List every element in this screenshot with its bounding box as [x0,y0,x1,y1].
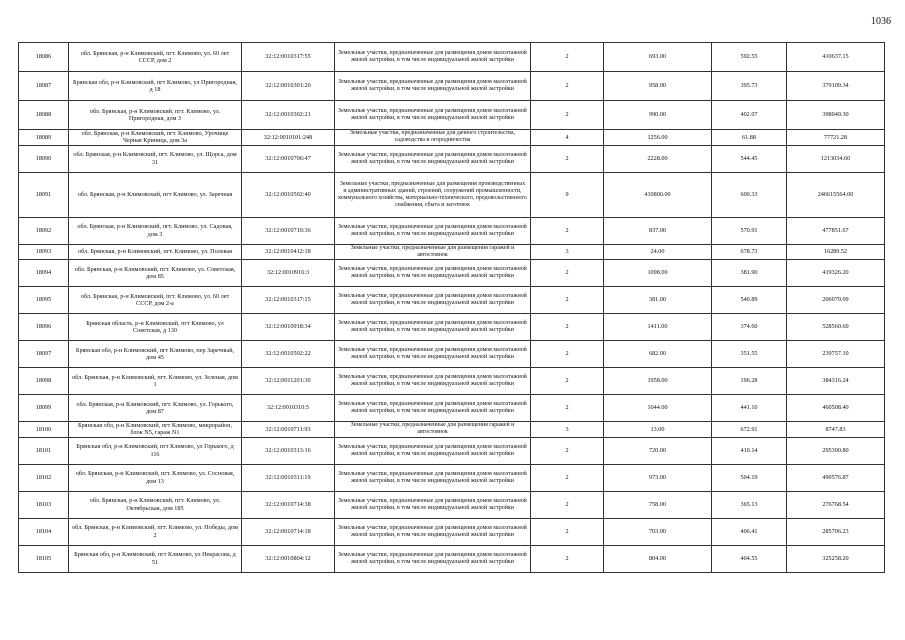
land-use-cell: Земельные участки, предназначенные для размещения домов малоэтажной жилой застройки, в том числе индивидуальной жилой застройки [335,545,531,572]
table-row [19,437,885,464]
address-cell: обл. Брянская, р-н Климовский, пгт. Климово, ул. Сосновая, дом 13 [69,464,242,491]
land-use-cell: Земельные участки, предназначенные для размещения домов малоэтажной жилой застройки, в том числе индивидуальной жилой застройки [335,287,531,314]
address-cell: обл. Брянская, р-н Климовский, пгт. Климово, ул. Щорса, дом 31 [69,145,242,172]
address-cell: обл. Брянская, р-н Климовский, пгт. Климово, ул. 60 лет СССР, дом 2-а [69,287,242,314]
cadastral-number-cell: 32:12:0010310:5 [242,395,335,422]
cadastral-value-cell: 295300.80 [787,437,885,464]
land-use-cell: Земельные участки, предназначенные для размещения домов малоэтажной жилой застройки, в том числе индивидуальной жилой застройки [335,217,531,244]
address-cell: обл. Брянская, р-н Климовский, пгт. Климово, ул. Октябрьская, дом 185 [69,491,242,518]
land-use-cell: Земельные участки, предназначенные для размещения домов малоэтажной жилой застройки, в том числе индивидуальной жилой застройки [335,368,531,395]
specific-value-cell: 365.13 [712,491,787,518]
cadastral-value-cell: 8747.83 [787,422,885,438]
land-use-cell: Земельные участки, предназначенные для размещения домов малоэтажной жилой застройки, в том числе индивидуальной жилой застройки [335,518,531,545]
area-cell: 837.00 [604,217,712,244]
cadastral-value-cell: 1213034.60 [787,145,885,172]
specific-value-cell: 410.14 [712,437,787,464]
cadastral-value-cell: 206079.09 [787,287,885,314]
cadastral-value-cell: 239757.10 [787,341,885,368]
land-use-cell: Земельные участки, предназначенные для размещения домов малоэтажной жилой застройки, в том числе индивидуальной жилой застройки [335,101,531,130]
group-cell: 2 [531,395,604,422]
cadastral-number-cell: 32:12:0010804:12 [242,545,335,572]
specific-value-cell: 395.73 [712,72,787,101]
table-row [19,130,885,146]
cadastral-value-cell: 246615564.00 [787,172,885,217]
area-cell: 1098.00 [604,260,712,287]
land-use-cell: Земельные участки, предназначенные для дачного строительства, садоводства и огородничества [335,130,531,146]
cadastral-number-cell: 32:12:0010502:40 [242,172,335,217]
cadastral-value-cell: 16289.52 [787,244,885,259]
table-row [19,101,885,130]
land-use-cell: Земельные участки, предназначенные для размещения гаражей и автостоянок [335,244,531,259]
cadastral-value-cell: 419326.20 [787,260,885,287]
specific-value-cell: 381.90 [712,260,787,287]
address-cell: обл. Брянская, р-н Климовский, пгт. Климово, ул. Полевая [69,244,242,259]
cadastral-number-cell: 32:12:0010412:18 [242,244,335,259]
group-cell: 2 [531,464,604,491]
table-row [19,72,885,101]
row-id: 18101 [19,437,69,464]
table-row [19,145,885,172]
group-cell: 4 [531,130,604,146]
area-cell: 2228.00 [604,145,712,172]
cadastral-number-cell: 32:12:0010714:18 [242,518,335,545]
row-id: 18090 [19,145,69,172]
address-cell: обл. Брянская, р-н Климовский, пгт. Климово, ул. Горького, дом 87 [69,395,242,422]
table-row [19,518,885,545]
land-use-cell: Земельные участки, предназначенные для размещения домов малоэтажной жилой застройки, в том числе индивидуальной жилой застройки [335,437,531,464]
cadastral-value-cell: 490576.87 [787,464,885,491]
cadastral-number-cell: 32:12:0010706:47 [242,145,335,172]
cadastral-number-cell: 32:12:0010710:36 [242,217,335,244]
table-row [19,368,885,395]
land-use-cell: Земельные участки, предназначенные для размещения домов малоэтажной жилой застройки, в том числе индивидуальной жилой застройки [335,395,531,422]
area-cell: 1044.00 [604,395,712,422]
group-cell: 9 [531,172,604,217]
row-id: 18103 [19,491,69,518]
area-cell: 13.00 [604,422,712,438]
page-number: 1036 [871,16,891,27]
cadastral-number-cell: 32:12:0010311:19 [242,464,335,491]
cadastral-value-cell: 384316.24 [787,368,885,395]
land-use-cell: Земельные участки, предназначенные для размещения домов малоэтажной жилой застройки, в том числе индивидуальной жилой застройки [335,145,531,172]
cadastral-value-cell: 77721.28 [787,130,885,146]
table-row [19,260,885,287]
row-id: 18102 [19,464,69,491]
group-cell: 2 [531,260,604,287]
group-cell: 2 [531,368,604,395]
row-id: 18097 [19,341,69,368]
cadastral-number-cell: 32:12:0010502:22 [242,341,335,368]
table-row [19,491,885,518]
area-cell: 804.00 [604,545,712,572]
row-id: 18088 [19,101,69,130]
specific-value-cell: 351.55 [712,341,787,368]
table-row [19,314,885,341]
specific-value-cell: 441.10 [712,395,787,422]
cadastral-value-cell: 410637.15 [787,43,885,72]
table-row [19,422,885,438]
area-cell: 1958.00 [604,368,712,395]
row-id: 18091 [19,172,69,217]
land-use-cell: Земельные участки, предназначенные для размещения производственных и административных зданий, строений, сооружений промышленности, коммунального хозяйства, материально-технического, продовольственного снабжения, сбыта и заготовок [335,172,531,217]
row-id: 18092 [19,217,69,244]
address-cell: Брянская обл, р-н Климовский, пгт Климово, ул Некрасова, д 51 [69,545,242,572]
cadastral-value-cell: 379109.34 [787,72,885,101]
table-row [19,287,885,314]
cadastral-value-cell: 285706.23 [787,518,885,545]
group-cell: 2 [531,491,604,518]
cadastral-number-cell: 32:12:0010714:38 [242,491,335,518]
area-cell: 24.00 [604,244,712,259]
table-row [19,217,885,244]
address-cell: Брянская область, р-н Климовский, пгт Климово, ул Советская, д 130 [69,314,242,341]
group-cell: 3 [531,422,604,438]
cadastral-value-cell: 460508.40 [787,395,885,422]
specific-value-cell: 678.73 [712,244,787,259]
address-cell: Брянская обл, р-н Климовский, пгт Климово, микрорайон, блок N5, гараж N1 [69,422,242,438]
specific-value-cell: 402.07 [712,101,787,130]
group-cell: 2 [531,287,604,314]
specific-value-cell: 544.45 [712,145,787,172]
table-row [19,395,885,422]
address-cell: обл. Брянская, р-н Климовский, пгт. Климово, Урочище Черная Криница, дом 3а [69,130,242,146]
row-id: 18089 [19,130,69,146]
table-row [19,464,885,491]
table-row [19,545,885,572]
cadastral-number-cell: 32:12:0010302:21 [242,101,335,130]
specific-value-cell: 540.89 [712,287,787,314]
row-id: 18098 [19,368,69,395]
row-id: 18105 [19,545,69,572]
group-cell: 2 [531,72,604,101]
area-cell: 720.00 [604,437,712,464]
cadastral-value-cell: 477851.67 [787,217,885,244]
specific-value-cell: 406.41 [712,518,787,545]
group-cell: 3 [531,244,604,259]
cadastral-number-cell: 32:12:0010301:20 [242,72,335,101]
group-cell: 2 [531,43,604,72]
area-cell: 381.00 [604,287,712,314]
group-cell: 2 [531,101,604,130]
land-use-cell: Земельные участки, предназначенные для размещения домов малоэтажной жилой застройки, в том числе индивидуальной жилой застройки [335,260,531,287]
group-cell: 2 [531,518,604,545]
specific-value-cell: 504.19 [712,464,787,491]
specific-value-cell: 61.88 [712,130,787,146]
row-id: 18087 [19,72,69,101]
cadastral-number-cell: 32:12:0010313:16 [242,437,335,464]
cadastral-number-cell: 32:12:0010916:3 [242,260,335,287]
row-id: 18093 [19,244,69,259]
address-cell: Брянская обл, р-н Климовский, пгт Климово, ул Горького, д 116 [69,437,242,464]
table-row [19,172,885,217]
cadastral-value-cell: 325258.20 [787,545,885,572]
table-row [19,43,885,72]
row-id: 18096 [19,314,69,341]
address-cell: Брянская обл, р-н Климовский, пгт Климово, пер Заречный, дом 45 [69,341,242,368]
group-cell: 2 [531,341,604,368]
cadastral-value-cell: 398049.30 [787,101,885,130]
group-cell: 2 [531,217,604,244]
area-cell: 1411.00 [604,314,712,341]
area-cell: 703.00 [604,518,712,545]
address-cell: обл. Брянская, р-н Климовский, пгт Климово, ул. Заречная [69,172,242,217]
table-row [19,244,885,259]
address-cell: обл. Брянская, р-н Климовский, пгт. Климово, ул. 60 лет СССР, дом 2 [69,43,242,72]
specific-value-cell: 374.60 [712,314,787,341]
specific-value-cell: 672.91 [712,422,787,438]
area-cell: 973.00 [604,464,712,491]
row-id: 18100 [19,422,69,438]
cadastral-number-cell: 32:12:0010317:55 [242,43,335,72]
row-id: 18094 [19,260,69,287]
area-cell: 693.00 [604,43,712,72]
row-id: 18086 [19,43,69,72]
table-row [19,341,885,368]
cadastral-number-cell: 32:12:0011201:30 [242,368,335,395]
land-use-cell: Земельные участки, предназначенные для размещения гаражей и автостоянок [335,422,531,438]
address-cell: обл. Брянская, р-н Климовский, пгт. Климово, ул. Садовая, дом 3 [69,217,242,244]
row-id: 18095 [19,287,69,314]
group-cell: 2 [531,437,604,464]
address-cell: обл. Брянская, р-н Климовский, пгт. Климово, ул. Пригородная, дом 3 [69,101,242,130]
group-cell: 2 [531,314,604,341]
area-cell: 958.00 [604,72,712,101]
cadastral-value-cell: 276768.54 [787,491,885,518]
cadastral-number-cell: 32:12:0010711:93 [242,422,335,438]
group-cell: 2 [531,145,604,172]
area-cell: 410800.00 [604,172,712,217]
specific-value-cell: 570.91 [712,217,787,244]
row-id: 18099 [19,395,69,422]
cadastral-value-cell: 528560.60 [787,314,885,341]
specific-value-cell: 592.55 [712,43,787,72]
land-use-cell: Земельные участки, предназначенные для размещения домов малоэтажной жилой застройки, в том числе индивидуальной жилой застройки [335,72,531,101]
land-use-cell: Земельные участки, предназначенные для размещения домов малоэтажной жилой застройки, в том числе индивидуальной жилой застройки [335,43,531,72]
address-cell: обл. Брянская, р-н Климовский, пгт. Климово, ул. Победы, дом 2 [69,518,242,545]
cadastral-number-cell: 32:12:0010317:15 [242,287,335,314]
specific-value-cell: 196.28 [712,368,787,395]
area-cell: 758.00 [604,491,712,518]
cadastral-number-cell: 32:12:0010101:248 [242,130,335,146]
area-cell: 682.00 [604,341,712,368]
row-id: 18104 [19,518,69,545]
address-cell: обл. Брянская, р-н Климовский, пгт. Климово, ул. Зеленая, дом 1 [69,368,242,395]
land-use-cell: Земельные участки, предназначенные для размещения домов малоэтажной жилой застройки, в том числе индивидуальной жилой застройки [335,314,531,341]
specific-value-cell: 404.55 [712,545,787,572]
address-cell: Брянская обл, р-н Климовский, пгт Климово, ул Пригородная, д 18 [69,72,242,101]
area-cell: 990.00 [604,101,712,130]
land-use-cell: Земельные участки, предназначенные для размещения домов малоэтажной жилой застройки, в том числе индивидуальной жилой застройки [335,464,531,491]
land-use-cell: Земельные участки, предназначенные для размещения домов малоэтажной жилой застройки, в том числе индивидуальной жилой застройки [335,491,531,518]
cadastral-value-table [18,42,885,573]
group-cell: 2 [531,545,604,572]
cadastral-number-cell: 32:12:0010918:34 [242,314,335,341]
address-cell: обл. Брянская, р-н Климовский, пгт. Климово, ул. Советская, дом 85 [69,260,242,287]
specific-value-cell: 600.33 [712,172,787,217]
area-cell: 1256.00 [604,130,712,146]
land-use-cell: Земельные участки, предназначенные для размещения домов малоэтажной жилой застройки, в том числе индивидуальной жилой застройки [335,341,531,368]
